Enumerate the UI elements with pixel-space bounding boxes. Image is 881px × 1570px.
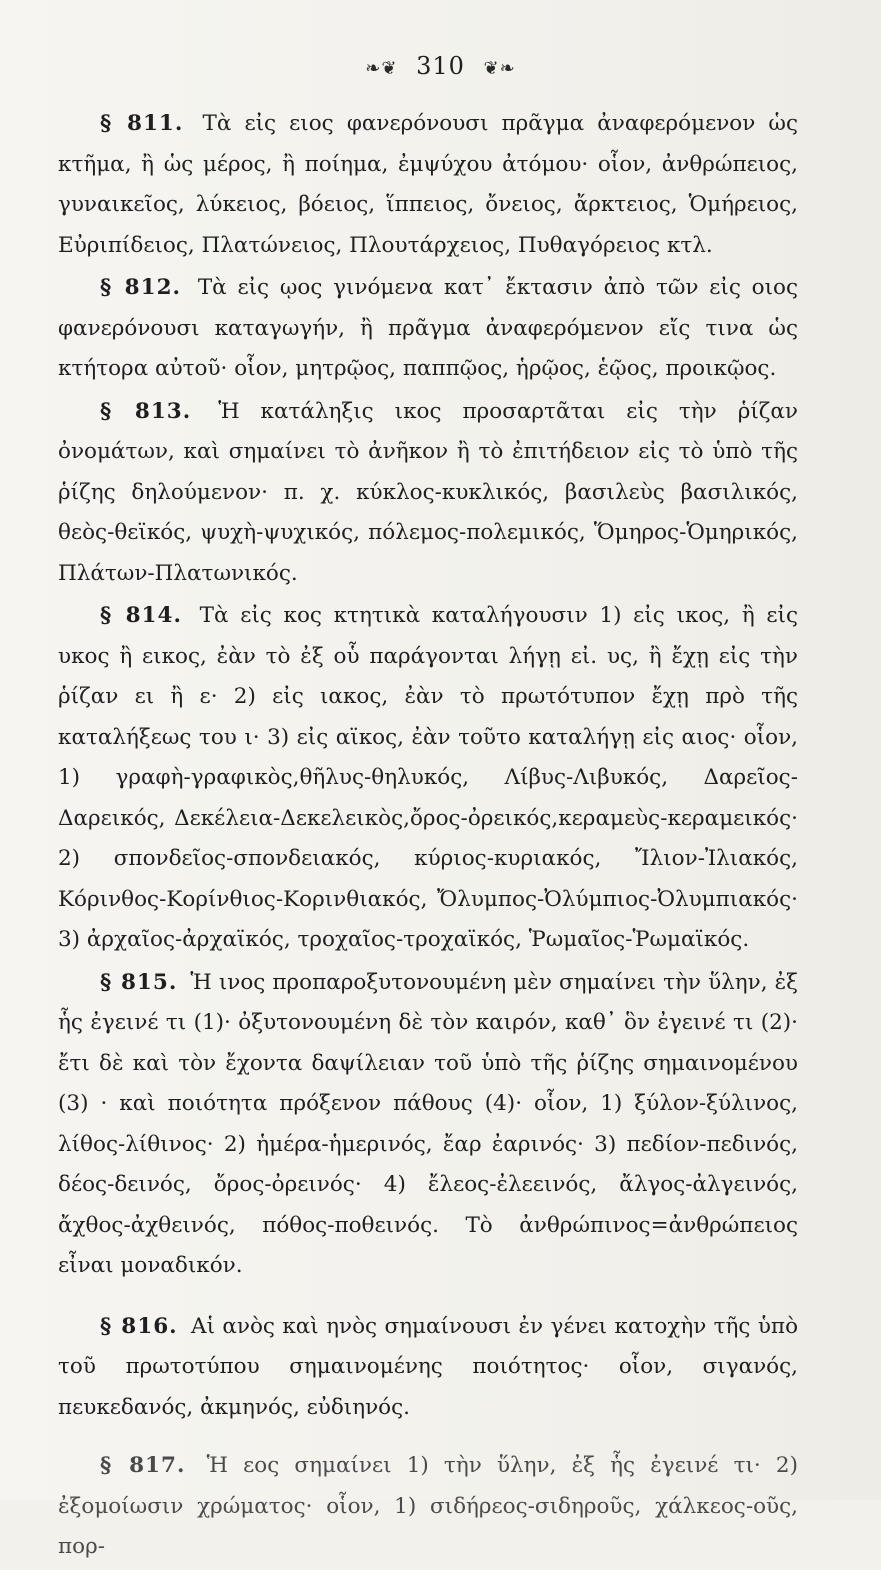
section-number: § 811. bbox=[100, 111, 184, 136]
section-number: § 812. bbox=[100, 275, 182, 300]
section-number: § 813. bbox=[100, 398, 192, 424]
paragraph-text: Ἡ κατάληξις ικος προσαρτᾶται εἰς τὴν ῥίζαν ὀνομάτων, καὶ σημαίνει τὸ ἀνῆκον ἢ τὸ ἐπιτήδειον εἰς τὸ ὑπὸ τῆς ῥίζης δηλούμενον· π. χ. κύκλος-κυκλικός, βασιλεὺς βασιλικός, θεὸς-θεϊκός, ψυχὴ-ψυχικός, πόλεμος-πολεμικός, Ὅμηρος-Ὁμηρικός, Πλάτων-Πλατωνικός. bbox=[58, 398, 799, 586]
section-number: § 816. bbox=[100, 1313, 178, 1339]
paragraph-812 bbox=[58, 268, 798, 390]
section-number: § 814. bbox=[100, 603, 182, 628]
page-body bbox=[58, 104, 798, 1570]
paragraph-814 bbox=[58, 596, 798, 961]
paragraph-text: Τὰ εἰς ειος φανερόνουσι πρᾶγμα ἀναφερόμενον ὡς κτῆμα, ἢ ὡς μέρος, ἢ ποίημα, ἐμψύχου ἀτόμου· οἷον, ἀνθρώπειος, γυναικεῖος, λύκειος, βόειος, ἵππειος, ὄνειος, ἄρκτειος, Ὁμήρειος, Εὐριπίδειος, Πλατώνειος, Πλουτάρχειος, Πυθαγόρειος κτλ. bbox=[58, 111, 798, 258]
paragraph-817 bbox=[58, 1446, 798, 1568]
paragraph-816 bbox=[58, 1307, 798, 1429]
section-number: § 815. bbox=[100, 969, 178, 995]
ornament-left-icon: ❧❦ bbox=[365, 58, 398, 79]
paragraph-text: Τὰ εἰς ῳος γινόμενα κατ᾽ ἔκτασιν ἀπὸ τῶν εἰς οιος φανερόνουσι καταγωγήν, ἢ πρᾶγμα ἀναφερόμενον εἴς τινα ὡς κτήτορα αὐτοῦ· οἷον, μητρῷος, παππῷος, ἡρῷος, ἑῷος, προικῷος. bbox=[58, 275, 799, 381]
paragraph-text: Ἡ ινος προπαροξυτονουμένη μὲν σημαίνει τὴν ὕλην, ἐξ ἧς ἐγεινέ τι (1)· ὀξυτονουμένη δὲ τὸν καιρόν, καθ᾽ ὃν ἐγεινέ τι (2)· ἔτι δὲ καὶ τὸν ἔχοντα δαψίλειαν τοῦ ὑπὸ τῆς ῥίζης σημαινομένου (3) · καὶ ποιότητα πρόξενον πάθους (4)· οἷον, 1) ξύλον-ξύλινος, λίθος-λίθινος· 2) ἡμέρα-ἡμερινός, ἔαρ ἐαρινός· 3) πεδίον-πεδινός, δέος-δεινός, ὄρος-ὀρεινός· 4) ἔλεος-ἐλεεινός, ἄλγος-ἀλγεινός, ἄχθος-ἀχθεινός, πόθος-ποθεινός. Τὸ ἀνθρώπινος=ἀνθρώπειος εἶναι μοναδικόν. bbox=[58, 969, 799, 1278]
section-number: § 817. bbox=[100, 1453, 186, 1478]
paragraph-text: Αἱ ανὸς καὶ ηνὸς σημαίνουσι ἐν γένει κατοχὴν τῆς ὑπὸ τοῦ πρωτοτύπου σημαινομένης ποιότητος· οἷον, σιγανός, πευκεδανός, ἀκμηνός, εὐδιηνός. bbox=[58, 1313, 799, 1420]
ornament-right-icon: ❦❧ bbox=[483, 58, 516, 79]
page-header bbox=[0, 52, 881, 80]
paragraph-text: Ἡ εος σημαίνει 1) τὴν ὕλην, ἐξ ἧς ἐγεινέ τι· 2) ἐξομοίωσιν χρώματος· οἷον, 1) σιδήρεος-σιδηροῦς, χάλκεος-οῦς, πορ- bbox=[58, 1453, 798, 1559]
paragraph-811 bbox=[58, 104, 798, 266]
paragraph-text: Τὰ εἰς κος κτητικὰ καταλήγουσιν 1) εἰς ικος, ἢ εἰς υκος ἢ εικος, ἐὰν τὸ ἐξ οὗ παράγονται λήγῃ εἰ. υς, ἢ ἔχῃ εἰς τὴν ῥίζαν ει ἢ ε· 2) εἰς ιακος, ἐὰν τὸ πρωτότυπον ἔχῃ πρὸ τῆς καταλήξεως του ι· 3) εἰς αϊκος, ἐὰν τοῦτο καταλήγῃ εἰς αιος· οἷον, 1) γραφὴ-γραφικὸς,θῆλυς-θηλυκός, Λίβυς-Λιβυκός, Δαρεῖος-Δαρεικός, Δεκέλεια-Δεκελεικὸς,ὄρος-ὀρεικός,κεραμεὺς-κεραμεικός· 2) σπονδεῖος-σπονδειακός, κύριος-κυριακός, Ἴλιον-Ἰλιακός, Κόρινθος-Κορίνθιος-Κορινθιακός, Ὄλυμπος-Ὀλύμπιος-Ὀλυμπιακός· 3) ἀρχαῖος-ἀρχαϊκός, τροχαῖος-τροχαϊκός, Ῥωμαῖος-Ῥωμαϊκός. bbox=[58, 603, 799, 952]
paragraph-813 bbox=[58, 392, 798, 595]
paragraph-815 bbox=[58, 963, 798, 1287]
page-number: 310 bbox=[416, 52, 465, 80]
